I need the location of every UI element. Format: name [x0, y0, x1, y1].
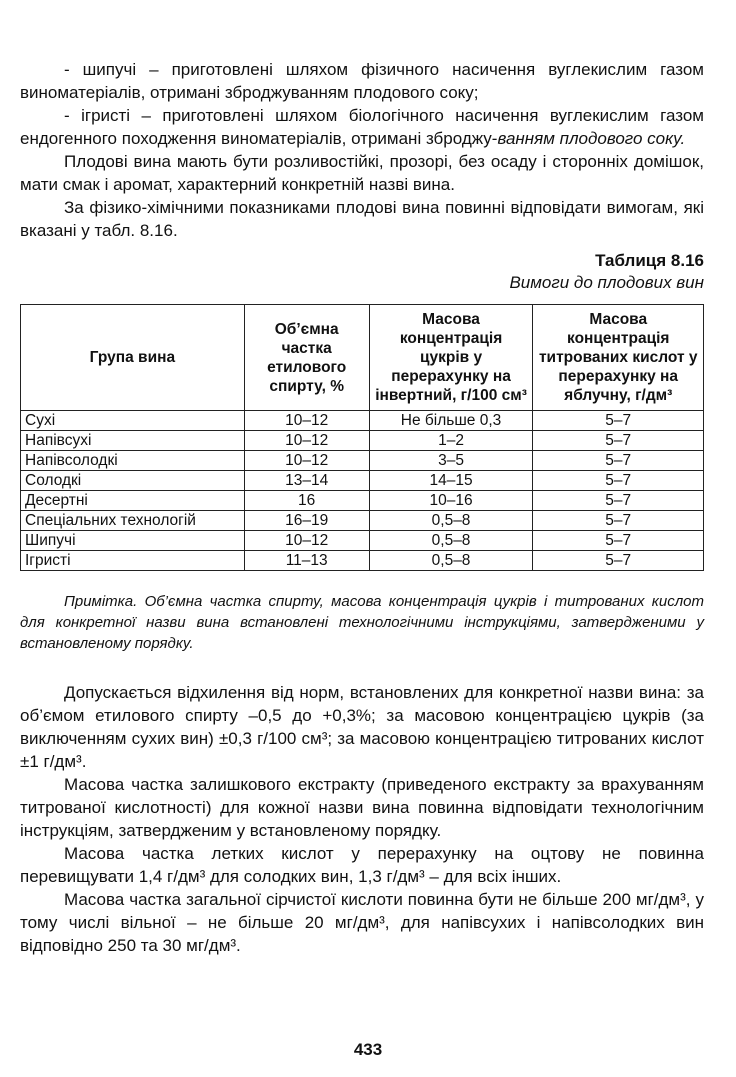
table-note: Примітка. Об’ємна частка спирту, масова концентрація цукрів і титрованих кислот для конкретної назви вина встановлені технологічними інструкціями, затвердженими у встановленому порядку. — [20, 593, 704, 652]
paragraph-sparkling: - шипучі – приготовлені шляхом фізичного насичення вуглекислим газом виноматеріалів, отримані зброджуванням плодового соку; — [20, 60, 704, 102]
paragraph-extract: Масова частка залишкового екстракту (приведеного екстракту за врахуванням титрованої кислотності) для кожної назви вина повинна відповідати технологічним інструкціям, затвердженим у встановленому порядку. — [20, 775, 704, 840]
page-content — [20, 58, 704, 957]
cell-acid: 5–7 — [533, 531, 704, 551]
cell-sugar: Не більше 0,3 — [369, 411, 533, 431]
paragraph-requirements: Плодові вина мають бути розливостійкі, прозорі, без осаду і сторонніх домішок, мати смак і аромат, характерний конкретній назві вина. — [20, 152, 704, 194]
cell-acid: 5–7 — [533, 451, 704, 471]
cell-sugar: 1–2 — [369, 431, 533, 451]
table-row — [21, 551, 704, 571]
header-group: Група вина — [21, 305, 245, 411]
cell-group: Десертні — [21, 491, 245, 511]
cell-sugar: 0,5–8 — [369, 531, 533, 551]
cell-acid: 5–7 — [533, 491, 704, 511]
cell-group: Солодкі — [21, 471, 245, 491]
cell-group: Спеціальних технологій — [21, 511, 245, 531]
table-row — [21, 471, 704, 491]
paragraph-volatile-acids: Масова частка летких кислот у перерахунку на оцтову не повинна перевищувати 1,4 г/дм³ для солодких вин, 1,3 г/дм³ – для всіх інших. — [20, 844, 704, 886]
cell-group: Сухі — [21, 411, 245, 431]
header-alcohol: Об’ємна частка етилового спирту, % — [244, 305, 369, 411]
table-row — [21, 531, 704, 551]
cell-alcohol: 11–13 — [244, 551, 369, 571]
paragraph-deviation: Допускається відхилення від норм, встановлених для конкретної назви вина: за об’ємом етилового спирту –0,5 до +0,3%; за масовою концентрацією цукрів (за виключенням сухих вин) ±0,3 г/100 см³; за масовою концентрацією титрованих кислот ±1 г/дм³. — [20, 683, 704, 771]
cell-sugar: 14–15 — [369, 471, 533, 491]
table-row — [21, 451, 704, 471]
paragraph-champagne-italic: ванням плодового соку. — [497, 129, 686, 148]
header-acid: Масова концентрація титрованих кислот у перерахунку на яблучну, г/дм³ — [533, 305, 704, 411]
table-number: Таблиця 8.16 — [595, 251, 704, 270]
page-number: 433 — [353, 1040, 383, 1059]
cell-sugar: 10–16 — [369, 491, 533, 511]
header-sugar: Масова концентрація цукрів у перерахунку на інвертний, г/100 см³ — [369, 305, 533, 411]
cell-group: Ігристі — [21, 551, 245, 571]
table-row — [21, 431, 704, 451]
cell-acid: 5–7 — [533, 511, 704, 531]
paragraph-champagne-text: - ігристі – приготовлені шляхом біологічного насичення вуглекислим газом ендогенного походження виноматеріалів, отримані зброджу- — [20, 106, 704, 148]
cell-alcohol: 13–14 — [244, 471, 369, 491]
cell-alcohol: 10–12 — [244, 451, 369, 471]
cell-acid: 5–7 — [533, 411, 704, 431]
cell-alcohol: 10–12 — [244, 531, 369, 551]
table-body — [21, 411, 704, 571]
cell-sugar: 0,5–8 — [369, 511, 533, 531]
paragraph-sulfurous-acid: Масова частка загальної сірчистої кислоти повинна бути не більше 200 мг/дм³, у тому числі вільної – не більше 20 мг/дм³, для напівсухих і напівсолодких вин відповідно 250 та 30 мг/дм³. — [20, 890, 704, 955]
table-row — [21, 411, 704, 431]
cell-alcohol: 16–19 — [244, 511, 369, 531]
cell-group: Напівсухі — [21, 431, 245, 451]
table-row — [21, 491, 704, 511]
table-caption — [20, 250, 704, 294]
requirements-table — [20, 304, 704, 571]
cell-group: Шипучі — [21, 531, 245, 551]
body-text — [20, 681, 704, 957]
cell-sugar: 0,5–8 — [369, 551, 533, 571]
cell-alcohol: 10–12 — [244, 431, 369, 451]
cell-alcohol: 10–12 — [244, 411, 369, 431]
paragraph-table-ref: За фізико-хімічними показниками плодові вина повинні відповідати вимогам, які вказані у табл. 8.16. — [20, 198, 704, 240]
paragraph-champagne — [20, 104, 704, 150]
table-header-row — [21, 305, 704, 411]
cell-sugar: 3–5 — [369, 451, 533, 471]
cell-acid: 5–7 — [533, 431, 704, 451]
cell-group: Напівсолодкі — [21, 451, 245, 471]
table-subtitle: Вимоги до плодових вин — [509, 273, 704, 292]
cell-acid: 5–7 — [533, 471, 704, 491]
cell-acid: 5–7 — [533, 551, 704, 571]
cell-alcohol: 16 — [244, 491, 369, 511]
table-row — [21, 511, 704, 531]
